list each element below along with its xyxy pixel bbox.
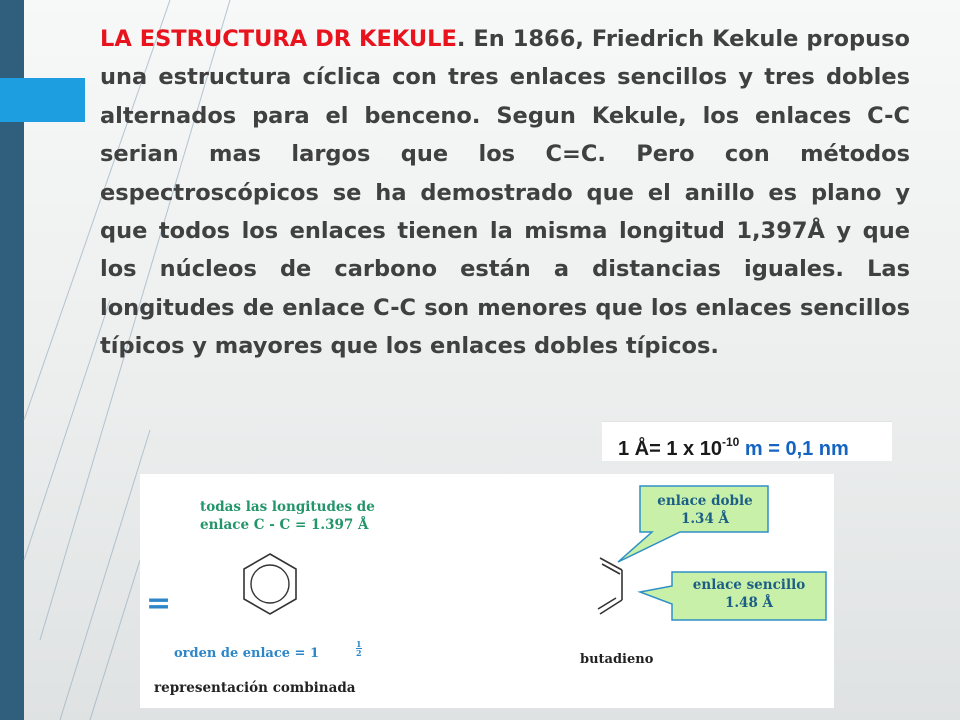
bond-order-label: orden de enlace = 1 bbox=[174, 646, 320, 661]
paragraph-heading: LA ESTRUCTURA DR KEKULE bbox=[100, 26, 457, 52]
combined-representation-label: representación combinada bbox=[154, 680, 356, 696]
main-paragraph bbox=[100, 20, 910, 366]
callout-double-line1: enlace doble bbox=[657, 493, 753, 509]
callout-single-line1: enlace sencillo bbox=[692, 577, 806, 593]
benzene-ring bbox=[244, 554, 296, 614]
accent-bar bbox=[0, 78, 85, 122]
callout-double-line2: 1.34 Å bbox=[680, 511, 730, 527]
callout-double-bond bbox=[646, 492, 764, 528]
unit-exponent: -10 bbox=[721, 435, 740, 449]
benzene-inner-circle bbox=[251, 565, 289, 603]
unit-conversion-box bbox=[602, 421, 892, 461]
equals-sign: = bbox=[146, 586, 172, 621]
paragraph-text: . En 1866, Friedrich Kekule propuso una estructura cíclica con tres enlaces sencillos y tres dobles alternados para el benceno. Segun Kekule, los enlaces C-C serian mas largos que los C=C. Pero con métodos espectroscópicos se ha demostrado que el anillo es plano y que todos los enlaces tienen la misma longitud 1,397Å y que los núcleos de carbono están a distancias iguales. Las longitudes de enlace C-C son menores que los enlaces sencillos típicos y mayores que los enlaces dobles típicos. bbox=[100, 26, 910, 360]
callout-single-line2: 1.48 Å bbox=[724, 595, 774, 611]
unit-suffix: m = 0,1 nm bbox=[739, 438, 849, 460]
butadiene-structure bbox=[598, 558, 622, 614]
callout-single-bond bbox=[676, 576, 822, 612]
bond-order-fraction bbox=[356, 640, 362, 657]
bond-length-caption-line2: enlace C - C = 1.397 Å bbox=[200, 517, 369, 533]
benzene-figure bbox=[140, 474, 834, 708]
butadiene-label: butadieno bbox=[580, 652, 654, 667]
bond-order-fraction-numerator: 1 bbox=[356, 639, 362, 649]
bond-length-caption bbox=[200, 498, 375, 534]
bond-length-caption-line1: todas las longitudes de bbox=[200, 499, 375, 515]
unit-prefix: 1 Å= 1 x 10 bbox=[618, 438, 722, 460]
bond-order-fraction-denominator: 2 bbox=[356, 648, 362, 658]
